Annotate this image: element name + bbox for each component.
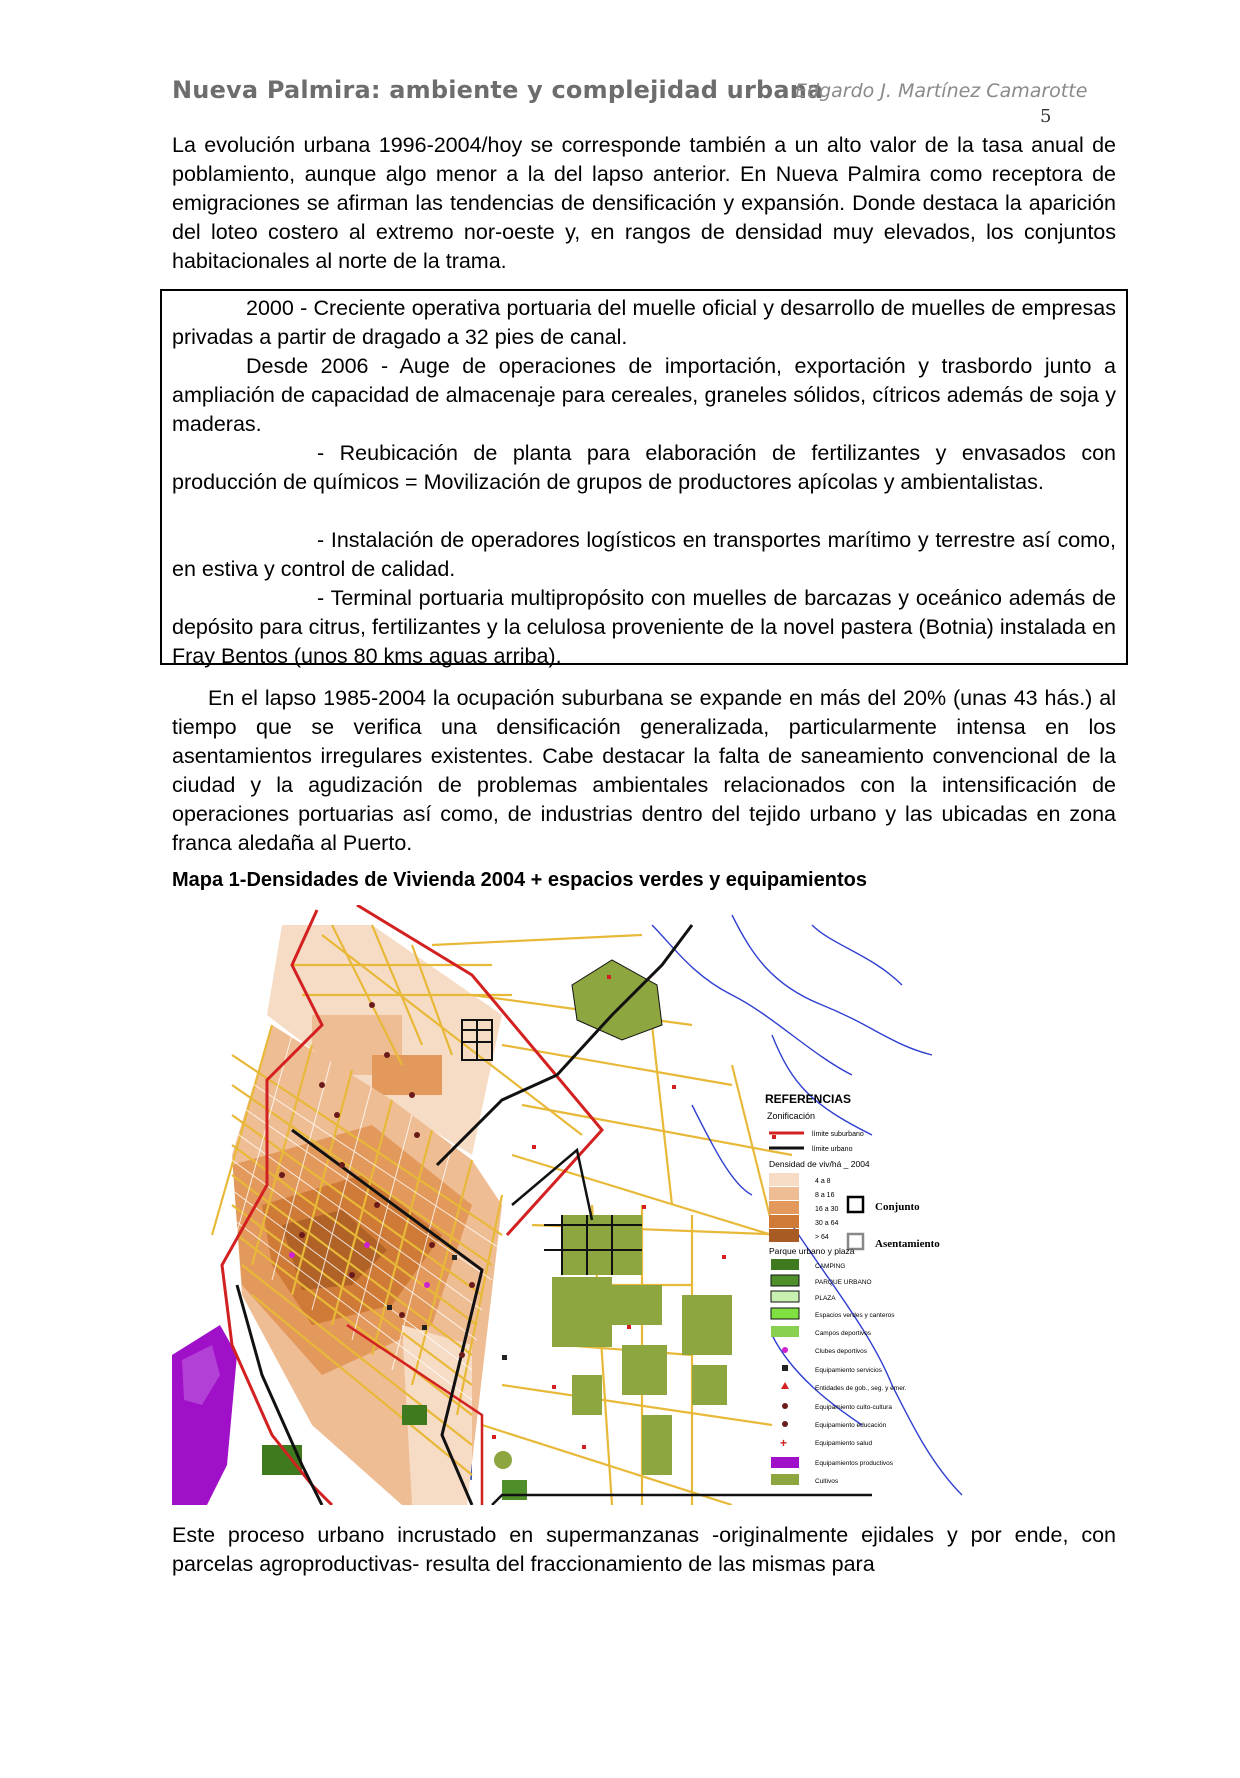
- author-name: Edgardo J. Martínez Camarotte: [795, 80, 1088, 102]
- legend-suburban-limit: límite suburbano: [812, 1131, 864, 1138]
- urban-limit-line: [492, 1495, 872, 1505]
- legend-urban-limit: límite urbano: [812, 1146, 853, 1153]
- legend-density-range: 4 a 8: [815, 1178, 831, 1185]
- timeline-item: 2000 - Creciente operativa portuaria del muelle oficial y desarrollo de muelles de empresas privadas a partir de dragado a 32 pies de canal.: [172, 296, 1116, 349]
- timeline-item: - Instalación de operadores logísticos en transportes marítimo y terrestre así como, en estiva y control de calidad.: [172, 528, 1116, 581]
- legend-parque-title: Parque urbano y plaza: [769, 1246, 855, 1256]
- legend-item: PARQUE URBANO: [815, 1279, 872, 1286]
- legend-item: Cultivos: [815, 1478, 839, 1485]
- legend-asentamiento: Asentamiento: [875, 1238, 940, 1250]
- legend-item: Equipamientos productivos: [815, 1460, 894, 1467]
- page-number: 5: [1040, 106, 1052, 127]
- legend-item: Equipamiento salud: [815, 1440, 873, 1447]
- legend-title: REFERENCIAS: [765, 1092, 852, 1106]
- legend-density-range: 16 a 30: [815, 1206, 839, 1213]
- svg-text:+: +: [780, 1436, 788, 1450]
- timeline-item: - Reubicación de planta para elaboración de fertilizantes y envasados con producción de químicos = Movilización de grupos de productores apícolas y ambientalistas.: [172, 441, 1116, 494]
- legend-density-range: 8 a 16: [815, 1192, 835, 1199]
- legend-item: PLAZA: [815, 1295, 836, 1302]
- legend-density-range: > 64: [815, 1234, 829, 1241]
- document-title: Nueva Palmira: ambiente y complejidad urbana: [172, 76, 824, 104]
- legend-conjunto: Conjunto: [875, 1201, 920, 1213]
- paragraph-urban-process: Este proceso urbano incrustado en supermanzanas -originalmente ejidales y por ende, con parcelas agroproductivas- resulta del fraccionamiento de las mismas para: [172, 1523, 1116, 1576]
- legend-zonificacion: Zonificación: [767, 1111, 816, 1121]
- legend-item: Espacios verdes y canteros: [815, 1312, 895, 1319]
- legend-density-title: Densidad de viv/há _ 2004: [769, 1159, 870, 1169]
- paragraph-urban-evolution: La evolución urbana 1996-2004/hoy se corresponde también a un alto valor de la tasa anual de poblamiento, aunque algo menor a la del lapso anterior. En Nueva Palmira como receptora de emigraciones se afirman las tendencias de densificación y expansión. Donde destaca la aparición del loteo costero al extremo nor-oeste y, en rangos de densidad muy elevados, los conjuntos habitacionales al norte de la trama.: [172, 133, 1116, 273]
- legend-item: Entidades de gob., seg. y emer.: [815, 1385, 907, 1392]
- legend-item: CAMPING: [815, 1263, 846, 1270]
- legend-item: Clubes deportivos: [815, 1348, 868, 1355]
- density-map: [172, 905, 1067, 1505]
- legend-item: Equipamiento educación: [815, 1422, 887, 1429]
- map-caption: Mapa 1-Densidades de Vivienda 2004 + espacios verdes y equipamientos: [172, 869, 867, 891]
- legend-item: Equipamiento servicios: [815, 1367, 882, 1374]
- legend-density-range: 30 a 64: [815, 1220, 839, 1227]
- timeline-item: Desde 2006 - Auge de operaciones de importación, exportación y trasbordo junto a ampliación de capacidad de almacenaje para cereales, graneles sólidos, cítricos además de soja y maderas.: [172, 354, 1116, 436]
- timeline-item: - Terminal portuaria multipropósito con muelles de barcazas y oceánico además de depósito para citrus, fertilizantes y la celulosa proveniente de la novel pastera (Botnia) instalada en Fray Bentos (unos 80 kms aguas arriba).: [172, 586, 1116, 668]
- legend-item: Campos deportivos: [815, 1330, 871, 1337]
- paragraph-suburban-expansion: En el lapso 1985-2004 la ocupación suburbana se expande en más del 20% (unas 43 hás.) al tiempo que se verifica una densificación generalizada, particularmente intensa en los asentamientos irregulares existentes. Cabe destacar la falta de saneamiento convencional de la ciudad y la agudización de problemas ambientales relacionados con la intensificación de operaciones portuarias así como, de industrias dentro del tejido urbano y las ubicadas en zona franca aledaña al Puerto.: [172, 686, 1116, 855]
- legend-item: Equipamiento culto-cultura: [815, 1404, 892, 1411]
